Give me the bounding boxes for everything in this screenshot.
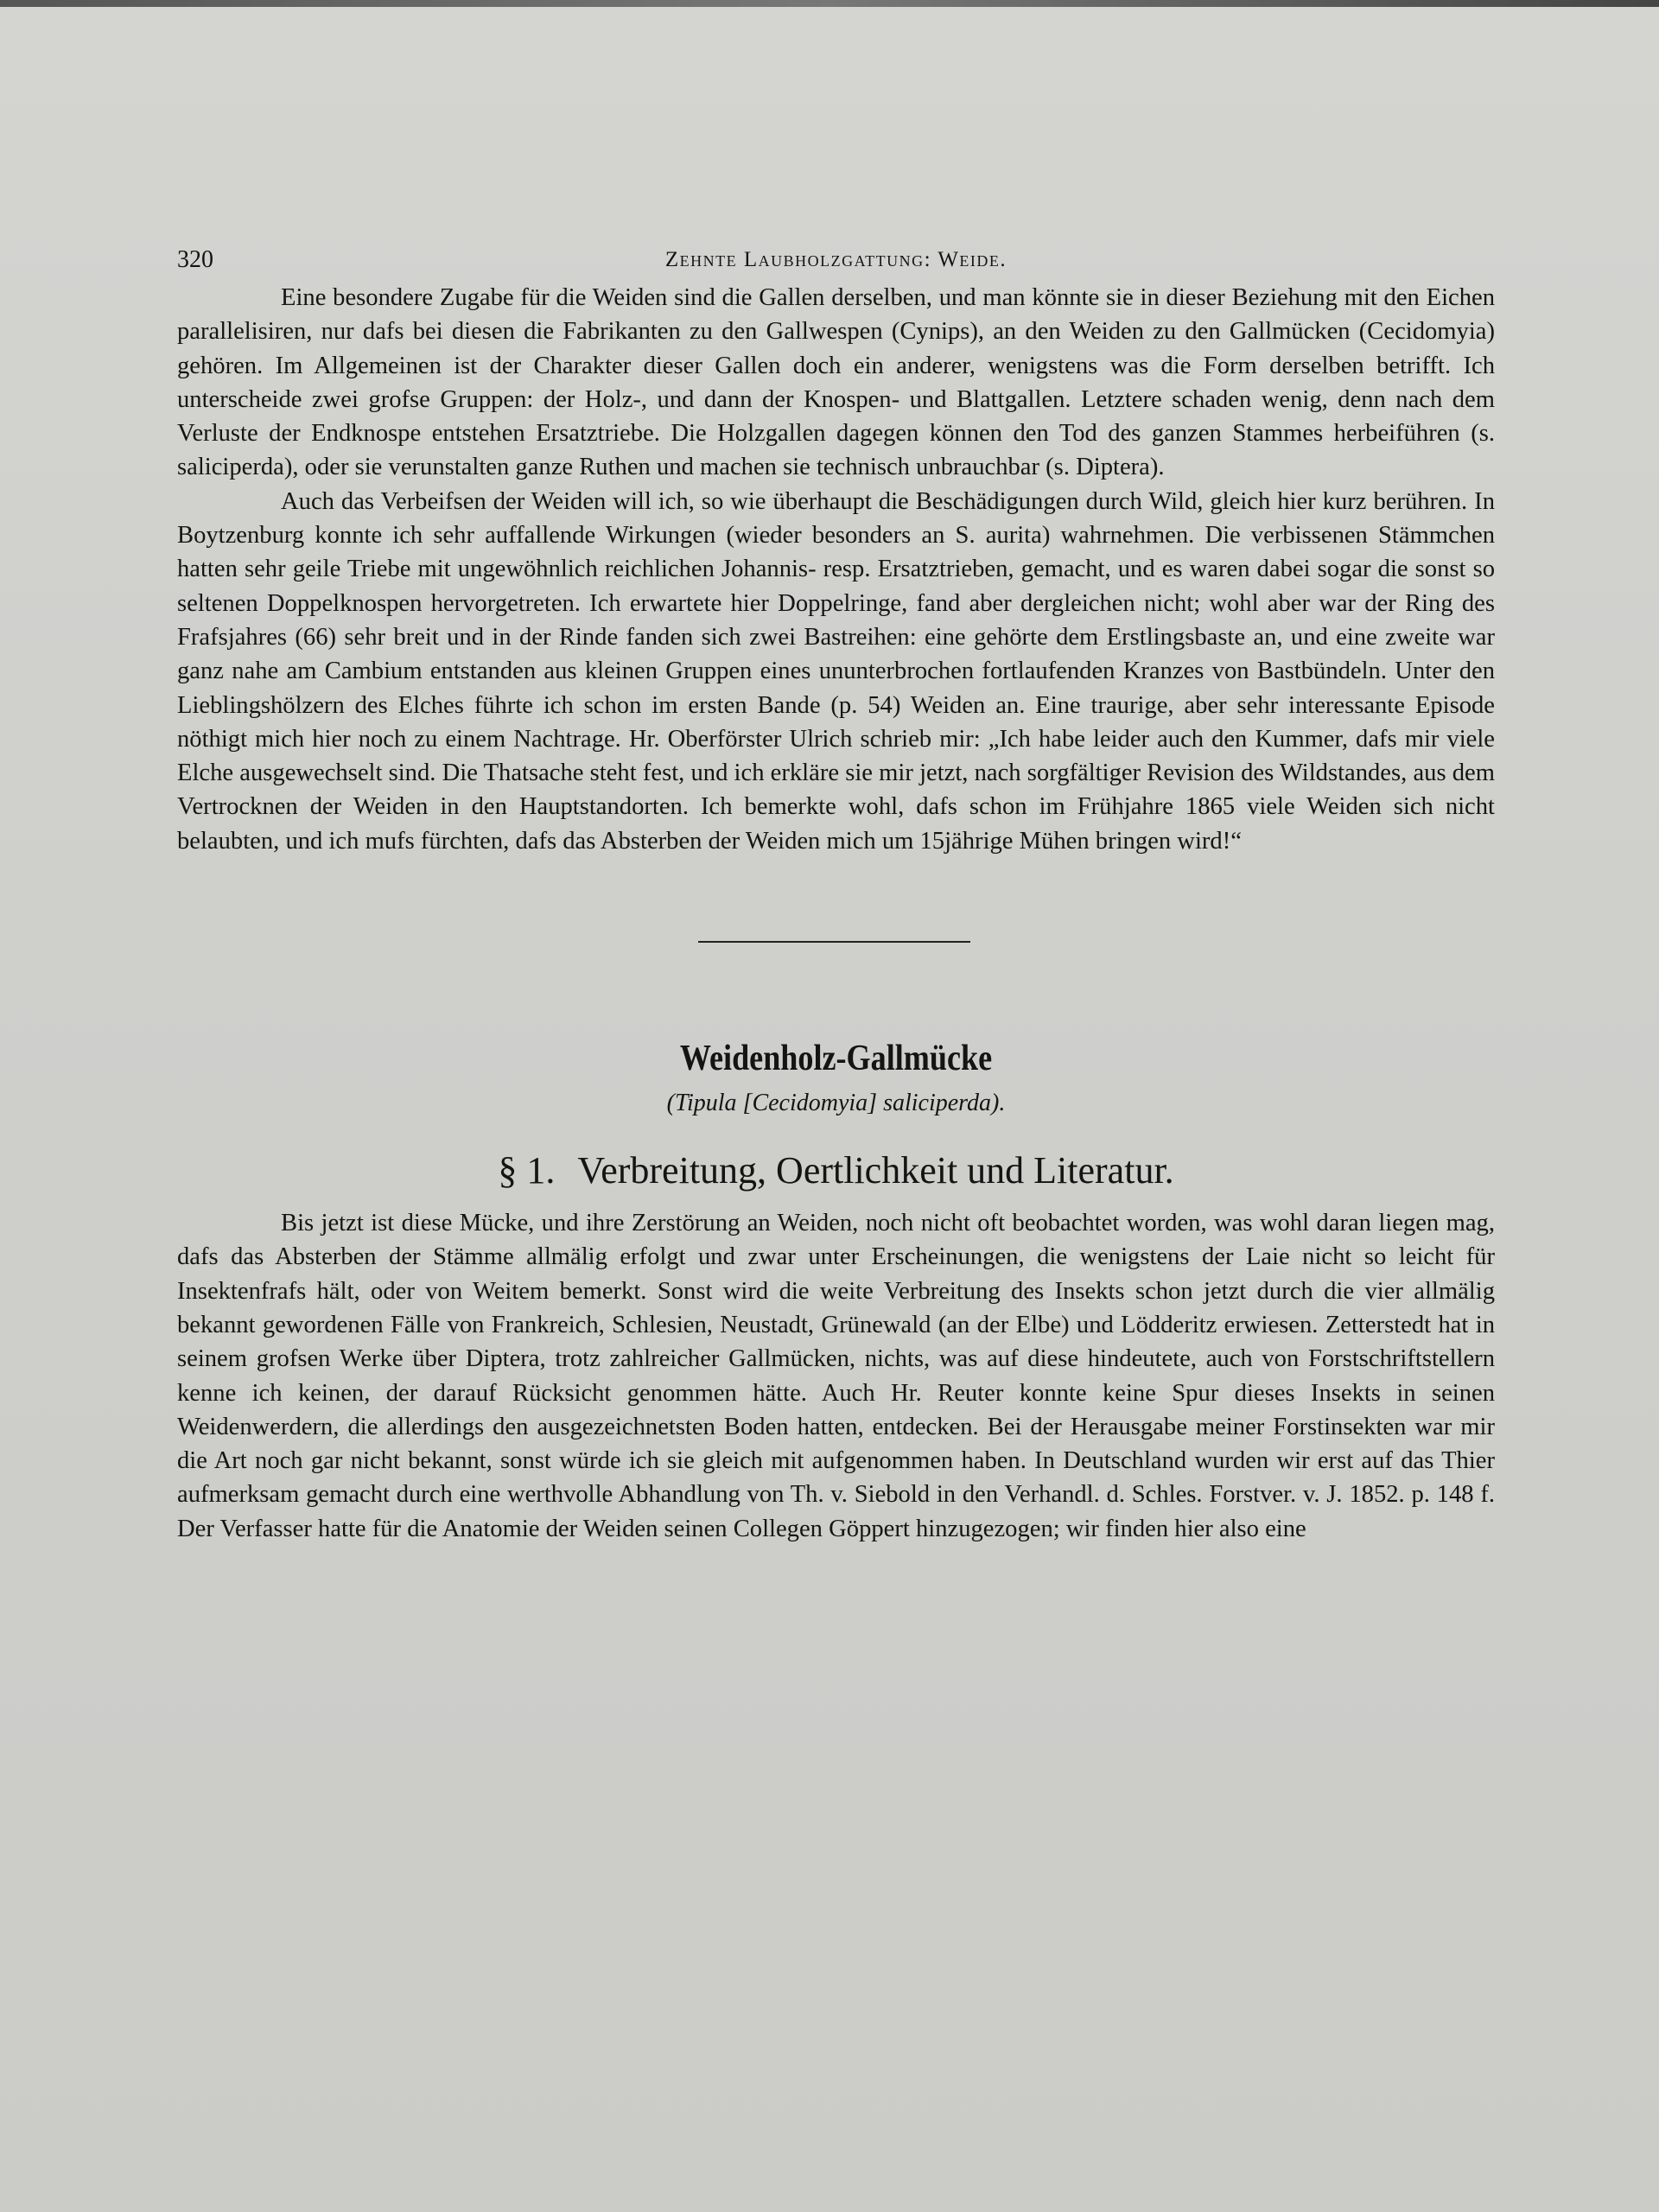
section-text-block: [177, 1206, 1495, 1546]
section-title: Verbreitung, Oertlichkeit und Literatur.: [577, 1149, 1174, 1192]
section-number: § 1.: [498, 1149, 556, 1192]
paragraph-verbeissen: Auch das Verbeifsen der Weiden will ich, so wie überhaupt die Beschädigungen durch Wild, gleich hier kurz berühren. In Boytzenburg konnte ich sehr auffallende Wirkungen (wieder besonders an S. aurita) wahrnehmen. Die verbissenen Stämmchen hatten sehr geile Triebe mit ungewöhnlich reichlichen Johannis- resp. Ersatztrieben, gemacht, und es waren dabei sogar die sonst so seltenen Doppelknospen hervorgetreten. Ich erwartete hier Doppelringe, fand aber dergleichen nicht; wohl aber war der Ring des Frafsjahres (66) sehr breit und in der Rinde fanden sich zwei Bastreihen: eine gehörte dem Erstlingsbaste an, und eine zweite war ganz nahe am Cambium entstanden aus kleinen Gruppen eines ununterbrochen fortlaufenden Kranzes von Bastbündeln. Unter den Lieblingshölzern des Elches führte ich schon im ersten Bande (p. 54) Weiden an. Eine traurige, aber sehr interessante Episode nöthigt mich hier noch zu einem Nachtrage. Hr. Oberförster Ulrich schrieb mir: „Ich habe leider auch den Kummer, dafs mir viele Elche ausgewechselt sind. Die Thatsache steht fest, und ich erkläre sie mir jetzt, nach sorgfältiger Revision des Wildstandes, aus dem Vertrocknen der Weiden in den Hauptstandorten. Ich bemerkte wohl, dafs schon im Frühjahre 1865 viele Weiden sich nicht belaubten, und ich mufs fürchten, dafs das Absterben der Weiden mich um 15jährige Mühen bringen wird!“: [177, 487, 1495, 855]
page-content: [177, 246, 1495, 1546]
separator-rule: [698, 941, 970, 943]
top-text-block: [177, 281, 1495, 858]
section-heading: [177, 1148, 1495, 1192]
scan-edge: [0, 0, 1659, 7]
running-head: Zehnte Laubholzgattung: Weide.: [664, 248, 1007, 271]
article-title: Weidenholz-Gallmücke: [679, 1039, 993, 1079]
article-subtitle: (Tipula [Cecidomyia] saliciperda).: [666, 1090, 1006, 1117]
page-header: [177, 246, 1495, 281]
paragraph-gallen: Eine besondere Zugabe für die Weiden sind die Gallen derselben, und man könnte sie in dieser Beziehung mit den Eichen parallelisiren, nur dafs bei diesen die Fabrikanten zu den Gallwespen (Cynips), an den Weiden zu den Gallmücken (Cecidomyia) gehören. Im Allgemeinen ist der Charakter dieser Gallen doch ein anderer, wenigstens was die Form derselben betrifft. Ich unterscheide zwei grofse Gruppen: der Holz-, und dann der Knospen- und Blattgallen. Letztere schaden wenig, denn nach dem Verluste der Endknospe entstehen Ersatztriebe. Die Holzgallen dagegen können den Tod des ganzen Stammes herbeiführen (s. saliciperda), oder sie verunstalten ganze Ruthen und machen sie technisch unbrauchbar (s. Diptera).: [177, 284, 1495, 481]
page-number: 320: [177, 246, 213, 273]
paragraph-verbreitung: Bis jetzt ist diese Mücke, und ihre Zerstörung an Weiden, noch nicht oft beobachtet worden, was wohl daran liegen mag, dafs das Absterben der Stämme allmälig erfolgt und zwar unter Erscheinungen, die wenigstens der Laie nicht so leicht für Insektenfrafs hält, oder von Weitem bemerkt. Sonst wird die weite Verbreitung des Insekts schon jetzt durch die vier allmälig bekannt gewordenen Fälle von Frankreich, Schlesien, Neustadt, Grünewald (an der Elbe) und Lödderitz erwiesen. Zetterstedt hat in seinem grofsen Werke über Diptera, trotz zahlreicher Gallmücken, nichts, was auf diese hindeutete, auch von Forstschriftstellern kenne ich keinen, der darauf Rücksicht genommen hätte. Auch Hr. Reuter konnte keine Spur dieses Insekts in seinen Weidenwerdern, die allerdings den ausgezeichnetsten Boden hatten, entdecken. Bei der Herausgabe meiner Forstinsekten war mir die Art noch gar nicht bekannt, sonst würde ich sie gleich mit aufgenommen haben. In Deutschland wurden wir erst auf das Thier aufmerksam gemacht durch eine werthvolle Abhandlung von Th. v. Siebold in den Verhandl. d. Schles. Forstver. v. J. 1852. p. 148 f. Der Verfasser hatte für die Anatomie der Weiden seinen Collegen Göppert hinzugezogen; wir finden hier also eine: [177, 1210, 1495, 1542]
separator-area: [177, 858, 1495, 970]
